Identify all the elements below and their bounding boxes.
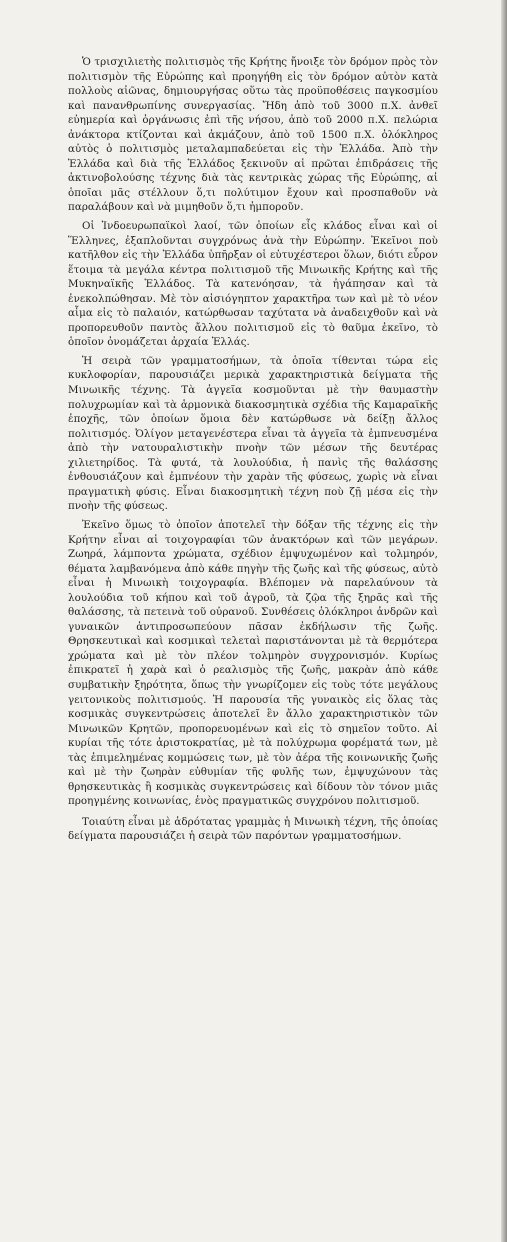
paragraph-1: Ὁ τρισχιλιετὴς πολιτισμὸς τῆς Κρήτης ἤνοιξε τὸν δρόμον πρὸς τὸν πολιτισμὸν τῆς Εὐρώπης καὶ προηγήθη εἰς τὸν δρόμον αὐτὸν κατὰ πολλοὺς αἰῶνας, δημιουργήσας οὕτω τὰς προϋποθέσεις παγκοσμίου καὶ πανανθρωπίνης συνεργασίας. Ἤδη ἀπὸ τοῦ 3000 π.Χ. ἀνθεῖ εὐημερία καὶ ὀργάνωσις ἐπὶ τῆς νήσου, ἀπὸ τοῦ 2000 π.Χ. πελώρια ἀνάκτορα κτίζονται καὶ ἀκμάζουν, ἀπὸ τοῦ 1500 π.Χ. ὁλόκληρος αὐτὸς ὁ πολιτισμὸς μεταλαμπαδεύεται εἰς τὴν Ἑλλάδα. Ἀπὸ τὴν Ἑλλάδα καὶ διὰ τῆς Ἑλλάδος ξεκινοῦν αἱ πρῶται ἐπιδράσεις τῆς ἀκτινοβολούσης τέχνης διὰ τὰς κεντρικὰς χώρας τῆς Εὐρώπης, αἱ ὁποῖαι μᾶς στέλλουν ὅ,τι πολύτιμον ἔχουν καὶ προσπαθοῦν νὰ παραλάβουν καὶ νὰ μιμηθοῦν ὅ,τι ἠμποροῦν. (68, 56, 438, 214)
paragraph-4: Ἐκεῖνο ὅμως τὸ ὁποῖον ἀποτελεῖ τὴν δόξαν τῆς τέχνης εἰς τὴν Κρήτην εἶναι αἱ τοιχογραφίαι τῶν ἀνακτόρων καὶ τῶν μεγάρων. Ζωηρά, λάμποντα χρώματα, σχέδιον ἐμψυχωμένον καὶ τολμηρόν, θέματα λαμβανόμενα ἀπὸ κάθε πηγὴν τῆς ζωῆς καὶ τῆς φύσεως, αὐτὸ εἶναι ἡ Μινωικὴ τοιχογραφία. Βλέπομεν νὰ παρελαύνουν τὰ λουλούδια τοῦ κήπου καὶ τοῦ ἀγροῦ, τὰ ζῷα τῆς ξηρᾶς καὶ τῆς θαλάσσης, τὰ πετεινὰ τοῦ οὐρανοῦ. Συνθέσεις ὁλόκληροι ἀνδρῶν καὶ γυναικῶν ἀντιπροσωπεύουν πᾶσαν ἐκδήλωσιν τῆς ζωῆς. Θρησκευτικαὶ καὶ κοσμικαὶ τελεταὶ παριστάνονται μὲ τὰ θερμότερα χρώματα καὶ μὲ τὸν πλέον τολμηρὸν συγχρονισμόν. Κυρίως ἐπικρατεῖ ἡ χαρὰ καὶ ὁ ρεαλισμὸς τῆς ζωῆς, μακρὰν ἀπὸ κάθε συμβατικὴν ξηρότητα, ὅπως τὴν γνωρίζομεν εἰς τοὺς τότε μεγάλους γειτονικοὺς πολιτισμούς. Ἡ παρουσία τῆς γυναικὸς εἰς ὅλας τὰς κοσμικὰς συγκεντρώσεις ἀποτελεῖ ἓν ἄλλο χαρακτηριστικὸν τῶν Μινωικῶν Κρητῶν, προπορευομένων καὶ εἰς τὸ σημεῖον τοῦτο. Αἱ κυρίαι τῆς τότε ἀριστοκρατίας, μὲ τὰ πολύχρωμα φορέματά των, μὲ τὰς ἐπιμελημένας κομμώσεις των, μὲ τὸν ἀέρα τῆς κοινωνικῆς ζωῆς καὶ μὲ τὴν ζωηρὰν εὐθυμίαν τῆς φυλῆς των, ἐμψυχώνουν τὰς θρησκευτικὰς ἢ κοσμικὰς συγκεντρώσεις καὶ δίδουν τὸν τόνον μιᾶς προηγμένης κοινωνίας, ἑνὸς πραγματικῶς συγχρόνου πολιτισμοῦ. (68, 518, 438, 808)
page-edge-shadow (501, 0, 507, 1242)
paragraph-2: Οἱ Ἰνδοευρωπαϊκοὶ λαοί, τῶν ὁποίων εἷς κλάδος εἶναι καὶ οἱ Ἕλληνες, ἐξαπλοῦνται συγχρόνως ἀνὰ τὴν Εὐρώπην. Ἐκεῖνοι ποὺ κατῆλθον εἰς τὴν Ἑλλάδα ὑπῆρξαν οἱ εὐτυχέστεροι ὅλων, διότι εὗρον ἕτοιμα τὰ μεγάλα κέντρα πολιτισμοῦ τῆς Μινωικῆς Κρήτης καὶ τῆς Μυκηναϊκῆς Ἑλλάδος. Τὰ κατενόησαν, τὰ ἠγάπησαν καὶ τὰ ἐνεκολπώθησαν. Μὲ τὸν αἰσιόγηπτον χαρακτῆρα των καὶ μὲ τὸ νέον αἷμα εἰς τὸ παλαιόν, κατώρθωσαν ταχύτατα νὰ ἀναδειχθοῦν καὶ νὰ προπορευθοῦν παντὸς ἄλλου πολιτισμοῦ εἰς τὸ θαῦμα ἐκεῖνο, τὸ ὁποῖον ὀνομάζεται ἀρχαία Ἑλλάς. (68, 220, 438, 349)
paragraph-5: Τοιαύτη εἶναι μὲ ἀδρότατας γραμμὰς ἡ Μινωικὴ τέχνη, τῆς ὁποίας δείγματα παρουσιάζει ἡ σειρὰ τῶν παρόντων γραμματοσήμων. (68, 815, 438, 843)
text-column (68, 55, 438, 848)
paragraph-3: Ἡ σειρὰ τῶν γραμματοσήμων, τὰ ὁποῖα τίθενται τώρα εἰς κυκλοφορίαν, παρουσιάζει μερικὰ χαρακτηριστικὰ δείγματα τῆς Μινωικῆς τέχνης. Τὰ ἀγγεῖα κοσμοῦνται μὲ τὴν θαυμαστὴν πολυχρωμίαν καὶ τὰ ἁρμονικὰ διακοσμητικὰ σχέδια τῆς Καμαραϊκῆς ἐποχῆς, τῶν ὁποίων ὅμοια δὲν κατώρθωσε νὰ δείξῃ ἄλλος πολιτισμός. Ὀλίγον μεταγενέστερα εἶναι τὰ ἀγγεῖα τὰ ἐμπνευσμένα ἀπὸ τὴν νατουραλιστικὴν πνοὴν τῶν μέσων τῆς δευτέρας χιλιετηρίδος. Τὰ φυτά, τὰ λουλούδια, ἡ πανὶς τῆς θαλάσσης ἐνθουσιάζουν καὶ ἐμπνέουν τὴν χαρὰν τῆς φύσεως, χωρὶς νὰ εἶναι πραγματικὴ φύσις. Εἶναι διακοσμητικὴ τέχνη ποὺ ζῇ μέσα εἰς τὴν πνοὴν τῆς φύσεως. (68, 354, 438, 513)
